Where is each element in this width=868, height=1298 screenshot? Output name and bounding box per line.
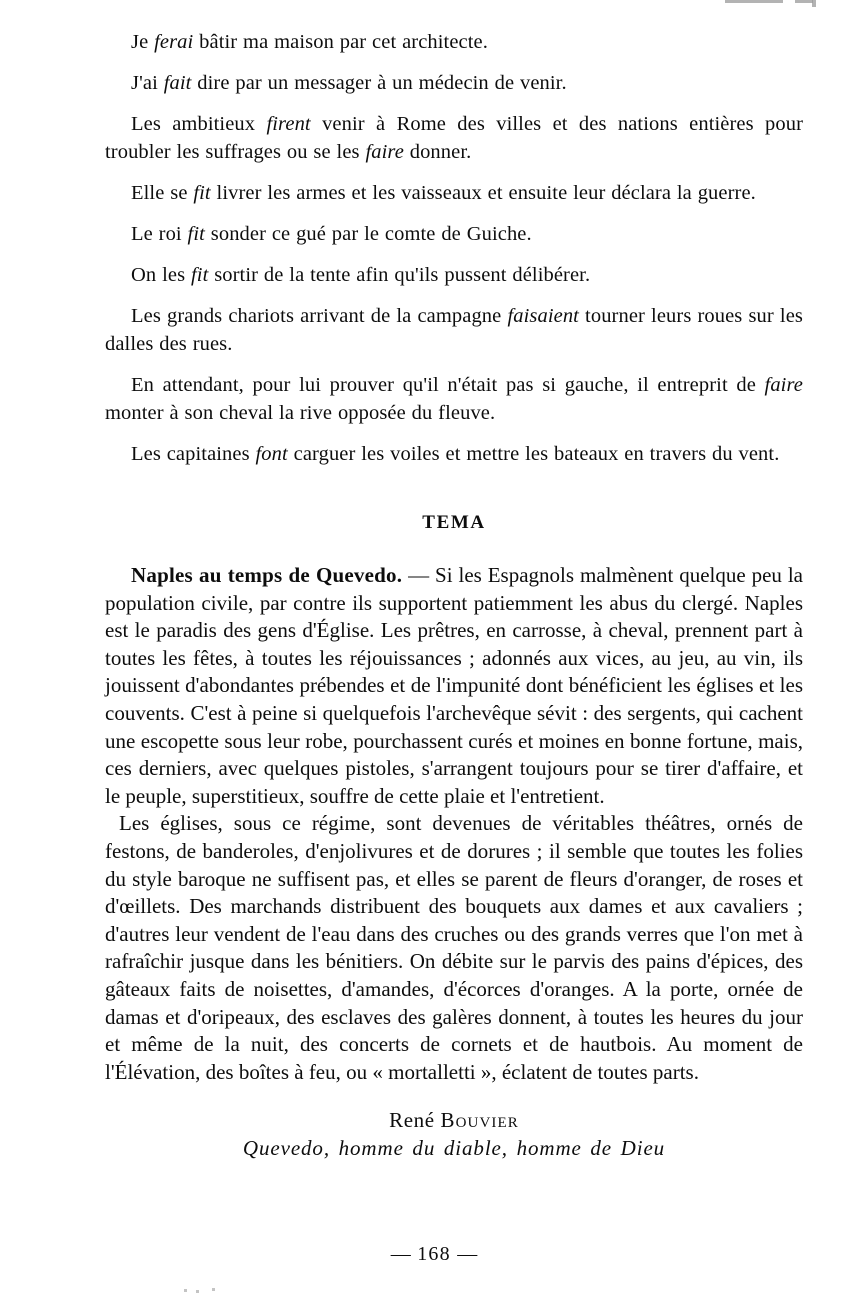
sentence-italic-verb: fait <box>163 72 192 94</box>
sentence-italic-verb: faire <box>764 374 803 396</box>
folio-page-number: 168 <box>417 1243 451 1265</box>
sentence-text-after: monter à son cheval la rive opposée du fleuve. <box>105 402 496 424</box>
exercise-sentence <box>105 261 803 289</box>
folio-right-rule: — <box>457 1243 478 1265</box>
exercise-sentence <box>105 179 803 207</box>
sentence-text-after-second: donner. <box>403 141 472 163</box>
sentence-text-before: J'ai <box>131 72 164 94</box>
exercise-sentence <box>105 28 803 56</box>
tema-lead-title: Naples au temps de Quevedo. <box>131 563 403 587</box>
exercise-sentence-list <box>105 28 803 468</box>
scan-artifact-mark <box>725 0 783 3</box>
sentence-italic-verb: fit <box>187 223 205 245</box>
scan-artifact-speck <box>212 1288 215 1291</box>
sentence-text-before: En attendant, pour lui prouver qu'il n'était pas si gauche, il entreprit de <box>131 374 765 396</box>
section-heading-tema: TEMA <box>422 512 486 533</box>
scan-artifact-speck <box>184 1289 187 1292</box>
exercise-sentence <box>105 69 803 97</box>
tema-paragraph-first <box>105 562 803 810</box>
sentence-text-before: Les capitaines <box>131 443 256 465</box>
sentence-text-before: On les <box>131 264 191 286</box>
sentence-text-after: tourner leurs roues sur les dalles des rues. <box>105 305 803 355</box>
scan-artifact-mark <box>795 0 813 3</box>
sentence-text-after: venir à Rome des villes et des nations entières pour troubler les suffrages ou se les <box>105 113 803 163</box>
scan-artifact-speck <box>196 1290 199 1293</box>
tema-lead-dash: — <box>402 563 436 587</box>
sentence-text-before: Le roi <box>131 223 188 245</box>
sentence-text-before: Elle se <box>131 182 194 204</box>
sentence-italic-verb: fit <box>193 182 211 204</box>
exercise-sentence <box>105 110 803 166</box>
exercise-sentence <box>105 371 803 427</box>
tema-paragraph-1-text: Si les Espagnols malmènent quelque peu la population civile, par contre ils supportent patiemment les abus du clergé. Naples est le paradis des gens d'Église. Les prêtres, en carrosse, à cheval, prennent part à toutes les fêtes, à toutes les réjouissances ; adonnés aux vices, au jeu, au vin, ils jouissent d'abondantes prébendes et de l'impunité dont bénéficient les églises et les couvents. C'est à peine si quelquefois l'archevêque sévit : des sergents, qui cachent une escopette sous leur robe, pourchassent curés et moines en bonne fortune, mais, ces derniers, avec quelques pistoles, s'arrangent toujours pour se tirer d'affaire, et le peuple, superstitieux, souffre de cette plaie et l'entretient. <box>105 563 804 808</box>
sentence-text-before: Les grands chariots arrivant de la campagne <box>131 305 508 327</box>
tema-paragraph-second: Les églises, sous ce régime, sont devenues de véritables théâtres, ornés de festons, de banderoles, d'enjolivures et de dorures ; il semble que toutes les folies du style baroque ne suffisent pas, et elles se parent de fleurs d'oranger, de roses et d'œillets. Des marchands distribuent des bouquets aux dames et aux cavaliers ; d'autres leur vendent de l'eau dans des cruches ou des grands verres que l'on met à rafraîchir jusque dans les bénitiers. On débite sur le parvis des pains d'épices, des gâteaux faits de noisettes, d'amandes, d'écorces d'oranges. A la porte, ornée de damas et d'oripeaux, des esclaves des galères donnent, à toutes les heures du jour et même de la nuit, des concerts de cornets et de hautbois. Au moment de l'Élévation, des boîtes à feu, ou « mortalletti », éclatent de toutes parts. <box>105 811 803 1084</box>
sentence-text-before: Je <box>131 31 155 53</box>
exercise-sentence <box>105 220 803 248</box>
sentence-text-after: sonder ce gué par le comte de Guiche. <box>204 223 532 245</box>
text-column <box>105 28 803 1161</box>
page-folio <box>0 1243 868 1266</box>
sentence-italic-verb: faisaient <box>507 305 579 327</box>
sentence-italic-verb-second: faire <box>365 141 404 163</box>
attribution-block <box>105 1108 803 1161</box>
author-first-name: René <box>389 1108 441 1133</box>
folio-left-rule: — <box>390 1243 411 1265</box>
sentence-italic-verb: ferai <box>154 31 194 53</box>
scan-artifact-mark <box>812 0 816 7</box>
sentence-italic-verb: fit <box>190 264 209 286</box>
sentence-text-after: sortir de la tente afin qu'ils pussent délibérer. <box>208 264 591 286</box>
sentence-text-before: Les ambitieux <box>131 113 267 135</box>
exercise-sentence <box>105 440 803 468</box>
author-surname: Bouvier <box>440 1108 519 1133</box>
sentence-text-after: carguer les voiles et mettre les bateaux en travers du vent. <box>287 443 780 465</box>
sentence-text-after: livrer les armes et les vaisseaux et ensuite leur déclara la guerre. <box>210 182 756 204</box>
sentence-italic-verb: font <box>255 443 288 465</box>
sentence-text-after: bâtir ma maison par cet architecte. <box>193 31 488 53</box>
sentence-text-after: dire par un messager à un médecin de venir. <box>191 72 567 94</box>
attribution-work-title: Quevedo, homme du diable, homme de Dieu <box>242 1136 666 1161</box>
exercise-sentence <box>105 302 803 358</box>
sentence-italic-verb: firent <box>266 113 311 135</box>
attribution-author <box>105 1108 803 1133</box>
